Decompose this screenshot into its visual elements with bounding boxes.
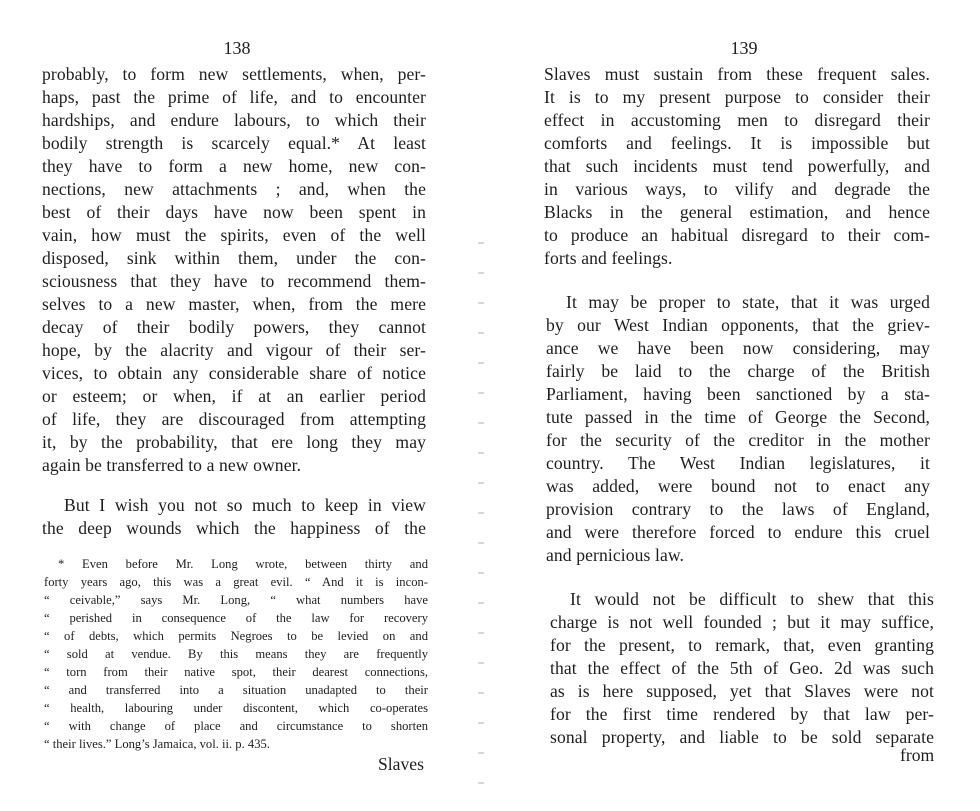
catchword: from <box>900 745 935 765</box>
body-line: It is to my present purpose to consider their <box>544 87 930 107</box>
body-line: ance we have been now considering, may <box>546 338 930 358</box>
body-line: hope, by the alacrity and vigour of their ser- <box>42 340 426 360</box>
page-number: 139 <box>730 38 758 58</box>
body-line: Parliament, having been sanctioned by a sta- <box>546 384 930 404</box>
body-line: forts and feelings. <box>544 248 673 268</box>
page-number: 138 <box>223 38 251 58</box>
body-line: sciousness that they have to recommend them- <box>42 271 426 291</box>
body-line: that such incidents must tend powerfully, and <box>544 156 930 176</box>
footnote-line: “ perished in consequence of the law for recovery <box>44 611 428 625</box>
body-line: again be transferred to a new owner. <box>42 455 302 475</box>
body-line: and were therefore forced to endure this cruel <box>546 522 930 542</box>
body-line: best of their days have now been spent in <box>42 202 426 222</box>
footnote-line: “ of debts, which permits Negroes to be levied on and <box>44 629 428 643</box>
body-line: for the present, to remark, that, even granting <box>550 635 934 655</box>
body-line: for the first time rendered by that law per- <box>550 704 934 724</box>
body-line: nections, new attachments ; and, when the <box>42 179 426 199</box>
body-line: they have to form a new home, new con- <box>42 156 426 176</box>
body-line: Blacks in the general estimation, and hence <box>544 202 930 222</box>
footnote-line: “ sold at vendue. By this means they are frequently <box>44 647 428 661</box>
body-line: fairly be laid to the charge of the British <box>546 361 930 381</box>
body-line: It would not be difficult to shew that this <box>570 589 934 609</box>
body-line: for the security of the creditor in the mother <box>546 430 930 450</box>
right-page <box>490 0 980 811</box>
body-line: by our West Indian opponents, that the griev- <box>546 315 930 335</box>
body-line: charge is not well founded ; but it may suffice, <box>550 612 934 632</box>
body-line: it, by the probability, that ere long they may <box>42 432 426 452</box>
body-line: selves to a new master, when, from the mere <box>42 294 426 314</box>
body-line: comforts and feelings. It is impossible but <box>544 133 930 153</box>
body-line: tute passed in the time of George the Second, <box>546 407 930 427</box>
body-line: probably, to form new settlements, when, per- <box>42 64 426 84</box>
footnote-line: “ ceivable,” says Mr. Long, “ what numbers have <box>44 593 428 607</box>
body-line: vain, how must the spirits, even of the well <box>42 225 426 245</box>
body-line: of life, they are discouraged from attempting <box>42 409 426 429</box>
footnote-line: “ health, labouring under discontent, which co-operates <box>44 701 428 715</box>
body-line: and pernicious law. <box>546 545 685 565</box>
footnote-line: “ their lives.” Long’s Jamaica, vol. ii. p. 435. <box>44 737 270 751</box>
body-line: in various ways, to vilify and degrade the <box>544 179 930 199</box>
footnote-line: forty years ago, this was a great evil. “ And it is incon- <box>44 575 428 589</box>
body-line: hardships, and endure labours, to which their <box>42 110 426 130</box>
footnote-line: “ and transferred into a situation unadapted to their <box>44 683 428 697</box>
footnote-line: “ with change of place and circumstance to shorten <box>44 719 428 733</box>
body-line: was added, were bound not to enact any <box>546 476 930 496</box>
catchword: Slaves <box>378 754 424 774</box>
body-line: vices, to obtain any considerable share of notice <box>42 363 426 383</box>
body-line: sonal property, and liable to be sold separate <box>550 727 934 747</box>
body-line: Slaves must sustain from these frequent sales. <box>544 64 930 84</box>
body-line: provision contrary to the laws of England, <box>546 499 930 519</box>
footnote-line: * Even before Mr. Long wrote, between thirty and <box>58 557 428 571</box>
body-line: or esteem; or when, if at an earlier period <box>42 386 426 406</box>
body-line: But I wish you not so much to keep in view <box>64 495 426 515</box>
footnote-line: “ torn from their native spot, their dearest connections, <box>44 665 428 679</box>
body-line: haps, past the prime of life, and to encounter <box>42 87 426 107</box>
body-line: effect in accustoming men to disregard their <box>544 110 930 130</box>
body-line: as is here supposed, yet that Slaves were not <box>550 681 934 701</box>
body-line: country. The West Indian legislatures, it <box>546 453 930 473</box>
body-line: to produce an habitual disregard to their com- <box>544 225 930 245</box>
body-line: the deep wounds which the happiness of the <box>42 518 426 538</box>
body-line: that the effect of the 5th of Geo. 2d was such <box>550 658 934 678</box>
body-line: disposed, sink within them, under the con- <box>42 248 426 268</box>
body-line: decay of their bodily powers, they cannot <box>42 317 426 337</box>
body-line: bodily strength is scarcely equal.* At least <box>42 133 426 153</box>
body-line: It may be proper to state, that it was urged <box>566 292 930 312</box>
